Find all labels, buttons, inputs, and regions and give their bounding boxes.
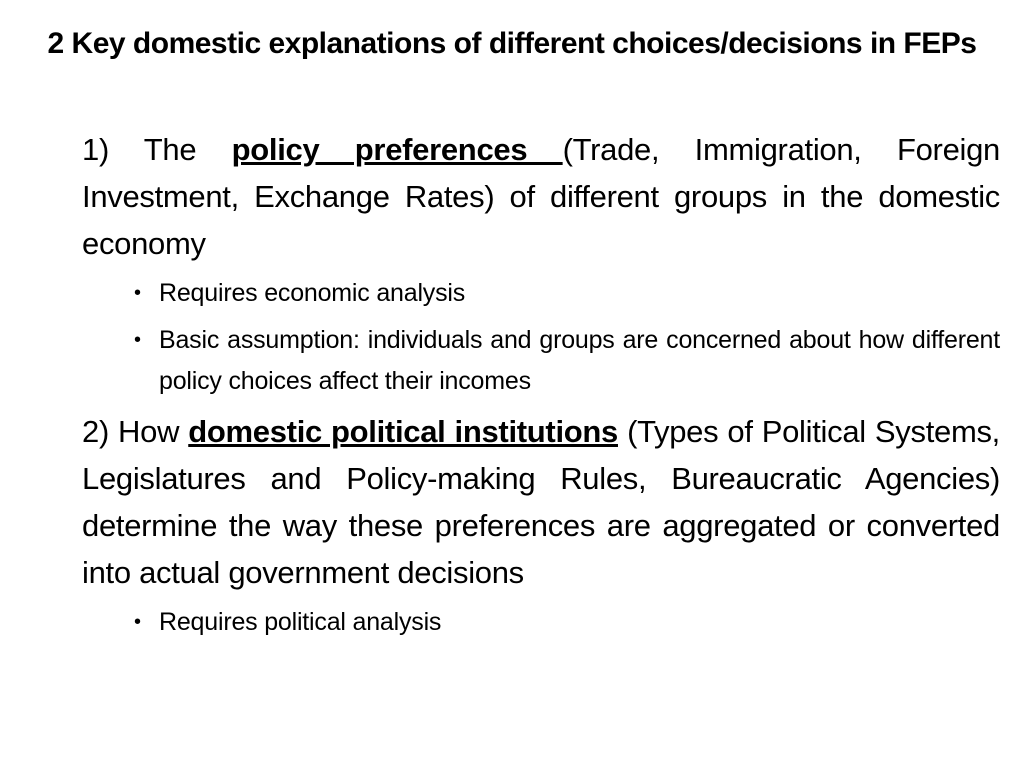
bullet-item xyxy=(82,320,1000,402)
bullet-list xyxy=(82,273,1000,402)
bullet-dot-icon: • xyxy=(134,282,141,304)
bullet-item xyxy=(82,602,1000,643)
point-political-institutions xyxy=(82,408,1000,596)
point-prefix: 2) How xyxy=(82,414,189,449)
bullet-text: Requires economic analysis xyxy=(159,279,466,307)
bullet-text: Basic assumption: individuals and groups are concerned about how different policy choices affect their incomes xyxy=(159,326,1000,395)
bullet-dot-icon: • xyxy=(134,329,141,351)
bullet-text: Requires political analysis xyxy=(159,608,442,636)
point-prefix: 1) The xyxy=(82,132,232,167)
bullet-item xyxy=(82,273,1000,314)
point-key-term: domestic political institutions xyxy=(188,414,618,449)
point-policy-preferences xyxy=(82,126,1000,267)
point-text: (Trade, Immigration, Foreign Investment, Exchange Rates) of different groups in the domestic economy xyxy=(82,132,1000,261)
slide-title: 2 Key domestic explanations of different choices/decisions in FEPs xyxy=(47,27,977,60)
slide-body xyxy=(82,126,1000,649)
bullet-list xyxy=(82,602,1000,643)
point-key-term: policy preferences xyxy=(231,132,563,167)
point-text: (Types of Political Systems, Legislatures and Policy-making Rules, Bureaucratic Agencies) determine the way these preferences are aggregated or converted into actual government decisions xyxy=(82,414,1000,590)
bullet-dot-icon: • xyxy=(134,611,141,633)
